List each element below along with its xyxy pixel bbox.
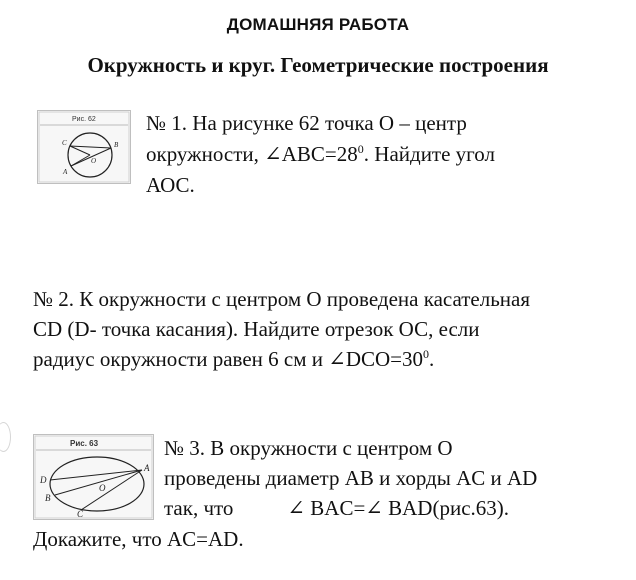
figure-63-label: Рис. 63 — [70, 439, 99, 448]
svg-text:B: B — [114, 141, 119, 149]
task2-line3: радиус окружности равен 6 см и $\angle DCO=30^0$. — [33, 347, 435, 371]
task3-line4: Докажите, что AC=AD. — [33, 527, 244, 551]
figure-62 — [37, 110, 131, 184]
task1-line3: АОС. — [146, 173, 195, 197]
svg-text:O: O — [91, 157, 97, 165]
task3-line3: так, что ∠ BAC=∠ BAD(рис.63). — [164, 496, 510, 520]
svg-text:C: C — [62, 139, 67, 147]
edge-mark — [0, 422, 11, 452]
svg-text:A: A — [144, 463, 150, 473]
task3-line2: проведены диаметр AB и хорды AC и AD — [164, 466, 538, 490]
task1-line2: окружности, $\angle ABC=28^0$. Найдите угол — [146, 142, 495, 166]
task3-line1: № 3. В окружности с центром О — [164, 436, 453, 460]
figure-62-label: Рис. 62 — [72, 116, 96, 123]
task2-line2: CD (D- точка касания). Найдите отрезок ОС, если — [33, 317, 480, 341]
svg-text:D: D — [40, 475, 47, 485]
task1-line1: № 1. На рисунке 62 точка О – центр — [146, 111, 467, 135]
task2-line1: № 2. К окружности с центром О проведена касательная — [33, 287, 531, 311]
svg-text:A: A — [63, 168, 68, 176]
svg-text:B: B — [45, 493, 51, 503]
figure-63 — [33, 434, 154, 520]
svg-text:O: O — [99, 483, 106, 493]
page-title: ДОМАШНЯЯ РАБОТА — [226, 15, 410, 34]
page-subtitle: Окружность и круг. Геометрические построения — [87, 53, 549, 77]
svg-text:C: C — [77, 509, 84, 519]
